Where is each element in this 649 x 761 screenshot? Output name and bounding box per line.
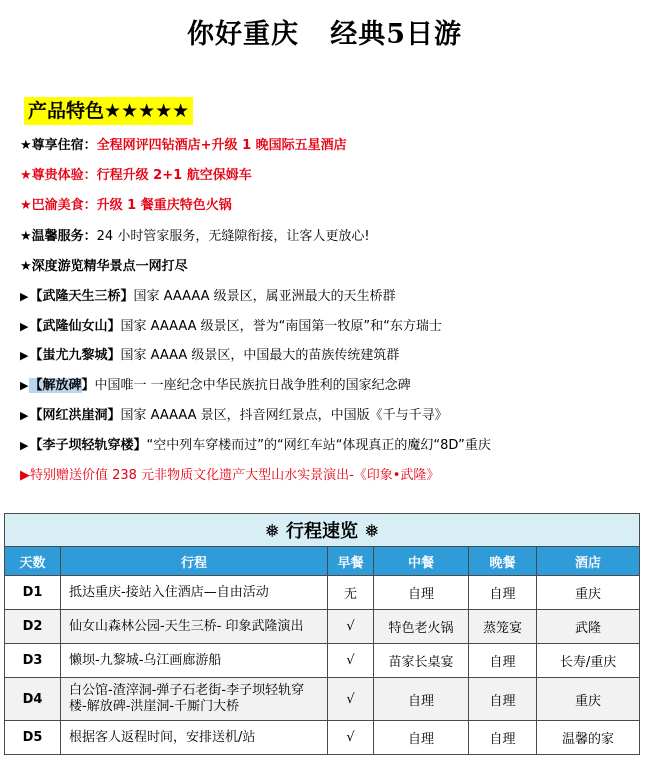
breakfast-cell: √ [328,721,374,755]
hotel-cell: 长寿/重庆 [537,644,640,678]
gift-line: ▶特别赠送价值 238 元非物质文化遗产大型山水实景演出-《印象•武隆》 [20,468,440,483]
spot-name: 【武隆仙女山】 [29,319,121,334]
breakfast-cell: 无 [328,576,374,610]
spot-desc: 国家 AAAAA 级景区，誉为“南国第一牧原”和“东方瑞士 [120,319,442,334]
feature-line [20,137,347,155]
dinner-cell: 自理 [469,678,537,721]
triangle-icon: ▶ [20,349,29,362]
hotel-cell: 温馨的家 [537,721,640,755]
table-row [5,576,640,610]
spot-line [20,437,491,455]
triangle-icon: ▶ [20,320,29,333]
feature-line [20,197,232,215]
feature-text: 24 小时管家服务，无缝隙衔接，让客人更放心! [96,229,370,244]
col-header-day: 天数 [5,547,61,576]
feature-text: 全程网评四钻酒店+升级 1 晚国际五星酒店 [96,138,347,153]
feature-line [20,258,188,276]
feature-label: ★尊享住宿： [20,138,97,153]
lunch-cell: 自理 [374,576,469,610]
features-heading: 产品特色★★★★★ [24,97,193,125]
triangle-icon: ▶ [20,409,29,422]
col-header-route: 行程 [61,547,328,576]
lunch-cell: 自理 [374,721,469,755]
dinner-cell: 自理 [469,576,537,610]
col-header-hotel: 酒店 [537,547,640,576]
route-cell: 抵达重庆-接站入住酒店—自由活动 [61,576,328,610]
spot-line [20,318,442,336]
col-header-lunch: 中餐 [374,547,469,576]
spot-name: 【李子坝轻轨穿楼】 [29,438,147,453]
day-cell: D2 [5,610,61,644]
breakfast-cell: √ [328,610,374,644]
route-cell: 根据客人返程时间，安排送机/站 [61,721,328,755]
feature-label: ★尊贵体验： [20,168,97,183]
day-cell: D4 [5,678,61,721]
col-header-breakfast: 早餐 [328,547,374,576]
lunch-cell: 苗家长桌宴 [374,644,469,678]
breakfast-cell: √ [328,678,374,721]
route-cell: 懒坝-九黎城-乌江画廊游船 [61,644,328,678]
triangle-icon: ▶ [20,379,29,392]
day-cell: D1 [5,576,61,610]
spot-desc: 中国唯一 一座纪念中华民族抗日战争胜利的国家纪念碑 [94,378,411,393]
triangle-icon: ▶ [20,290,29,303]
spot-name: 【武隆天生三桥】 [29,289,134,304]
spot-desc: “空中列车穿楼而过”的“网红车站“体现真正的魔幻“8D”重庆 [146,438,491,453]
route-cell: 仙女山森林公园-天生三桥- 印象武隆演出 [61,610,328,644]
day-cell: D5 [5,721,61,755]
feature-label: ★深度游览精华景点一网打尽 [20,259,188,274]
spot-line: ▶【解放碑】中国唯一 一座纪念中华民族抗日战争胜利的国家纪念碑 [20,378,411,393]
lunch-cell: 特色老火锅 [374,610,469,644]
triangle-icon: ▶ [20,439,29,452]
dinner-cell: 蒸笼宴 [469,610,537,644]
page-title: 你好重庆 经典5日游 [187,19,462,50]
spot-desc: 国家 AAAAA 景区，抖音网红景点，中国版《千与千寻》 [120,408,448,423]
spot-name: 【网红洪崖洞】 [29,408,121,423]
feature-line [20,228,370,246]
feature-label: ★巴渝美食： [20,198,97,213]
table-row [5,610,640,644]
table-row [5,644,640,678]
spot-name: 【蚩尤九黎城】 [29,348,121,363]
spot-desc: 国家 AAAAA 级景区，属亚洲最大的天生桥群 [133,289,396,304]
feature-label: ★温馨服务： [20,229,97,244]
feature-line [20,167,252,185]
spot-desc: 国家 AAAA 级景区，中国最大的苗族传统建筑群 [120,348,400,363]
spot-line [20,407,448,425]
day-cell: D3 [5,644,61,678]
spot-line [20,347,399,365]
spot-line [20,288,396,306]
hotel-cell: 武隆 [537,610,640,644]
dinner-cell: 自理 [469,644,537,678]
spot-name: 【解放碑 [29,378,82,393]
lunch-cell: 自理 [374,678,469,721]
table-row [5,678,640,721]
hotel-cell: 重庆 [537,678,640,721]
table-row [5,721,640,755]
route-cell: 白公馆-渣滓洞-弹子石老街-李子坝轻轨穿楼-解放碑-洪崖洞-千厮门大桥 [61,678,328,721]
breakfast-cell: √ [328,644,374,678]
feature-text: 升级 1 餐重庆特色火锅 [96,198,232,213]
hotel-cell: 重庆 [537,576,640,610]
schedule-caption: ❅ 行程速览 ❅ [5,514,640,547]
feature-text: 行程升级 2+1 航空保姆车 [96,168,252,183]
schedule-table [4,513,640,755]
col-header-dinner: 晚餐 [469,547,537,576]
dinner-cell: 自理 [469,721,537,755]
